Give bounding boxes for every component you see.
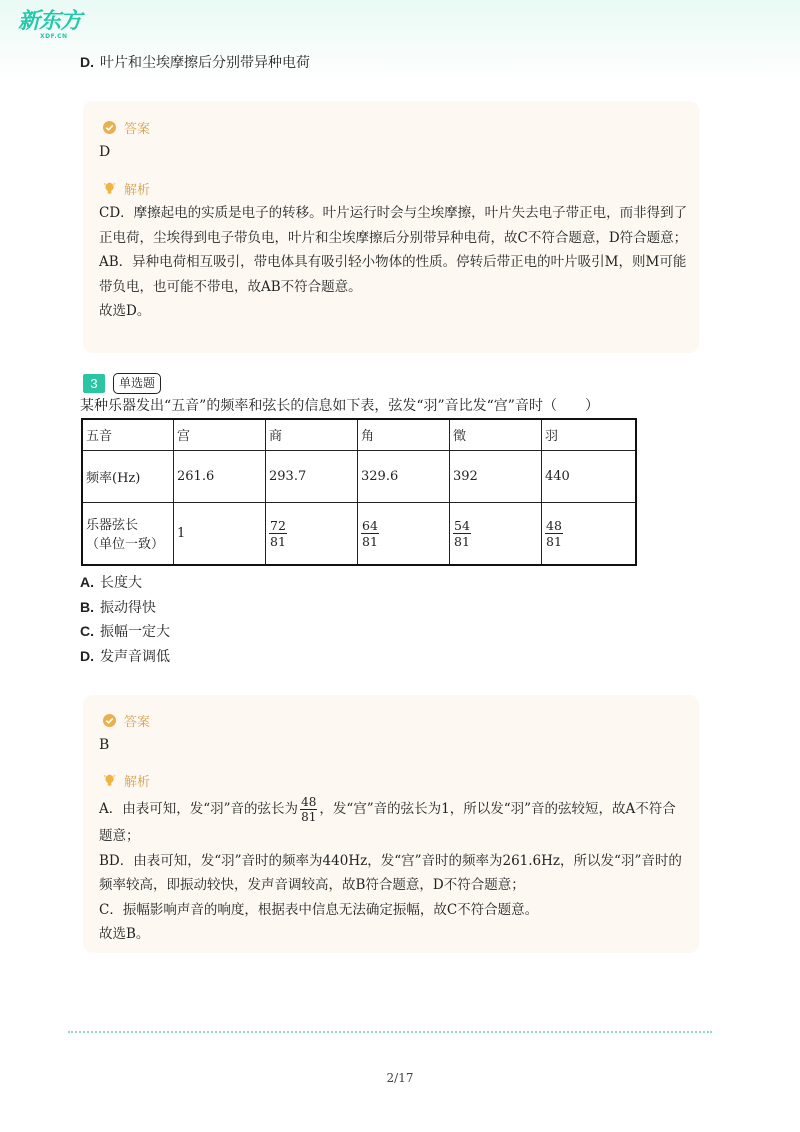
table-cell: 徵 [450, 419, 542, 450]
analysis-tag [103, 771, 150, 790]
check-icon [103, 714, 116, 727]
numerator: 48 [301, 795, 317, 809]
answer-value: B [99, 737, 110, 753]
table-cell: 440 [542, 450, 637, 502]
option-text: 长度大 [100, 575, 142, 591]
option-letter: B. [80, 599, 94, 615]
table-row [82, 419, 636, 450]
xdf-logo [18, 10, 88, 42]
analysis-label: 解析 [124, 775, 151, 790]
answer-label: 答案 [124, 715, 151, 730]
fraction [545, 518, 563, 549]
denominator: 81 [546, 533, 562, 549]
header-band [0, 0, 800, 86]
analysis-line [99, 795, 689, 849]
logo-text: 新东方 [18, 9, 82, 34]
denominator: 81 [454, 533, 470, 549]
table-cell [450, 502, 542, 565]
table-cell: 五音 [82, 419, 174, 450]
table-row [82, 450, 636, 502]
footer-divider [68, 1031, 712, 1033]
analysis-line: C．振幅影响声音的响度，根据表中信息无法确定振幅，故C不符合题意。 [99, 901, 539, 918]
option-letter: C. [80, 623, 94, 639]
table-cell [542, 502, 637, 565]
fraction [269, 518, 287, 549]
table-row [82, 502, 636, 565]
analysis-line: 故选D。 [99, 303, 151, 319]
option-letter: D. [80, 648, 94, 664]
question-stem: 某种乐器发出“五音”的频率和弦长的信息如下表，弦发“羽”音比发“宫”音时（ ） [80, 398, 599, 414]
q3-option-a [80, 572, 142, 593]
denominator: 81 [362, 533, 378, 549]
table-cell: 392 [450, 450, 542, 502]
q3-option-b [80, 597, 156, 618]
answer-tag [103, 711, 150, 730]
option-text: 振动得快 [100, 600, 156, 616]
table-cell [358, 502, 450, 565]
q2-answer-box [83, 101, 699, 353]
q3-option-d [80, 646, 170, 667]
option-letter: A. [80, 574, 94, 590]
analysis-line: BD．由表可知，发“羽”音时的频率为440Hz，发“宫”音时的频率为261.6Hz，所以发“羽”音时的频率较高，即振动较快，发声音调较高，故B符合题意，D不符合题意； [99, 852, 682, 893]
table-cell: 261.6 [174, 450, 266, 502]
analysis-line: AB．异种电荷相互吸引，带电体具有吸引轻小物体的性质。停转后带正电的叶片吸引M，则M可能带负电，也可能不带电，故AB不符合题意。 [99, 254, 687, 295]
q3-option-c [80, 621, 170, 642]
analysis-line: CD．摩擦起电的实质是电子的转移。叶片运行时会与尘埃摩擦，叶片失去电子带正电，而非得到了正电荷，尘埃得到电子带负电，叶片和尘埃摩擦后分别带异种电荷，故C不符合题意，D符合题意； [99, 205, 688, 246]
table-cell [266, 502, 358, 565]
row-label-line: 乐器弦长 [86, 518, 139, 534]
answer-label: 答案 [124, 122, 151, 137]
analysis-line: 故选B。 [99, 926, 150, 942]
lightbulb-icon [103, 774, 116, 787]
analysis-text [99, 201, 689, 324]
table-cell [82, 502, 174, 565]
fraction [361, 518, 379, 549]
answer-value: D [99, 144, 111, 160]
q3-answer-box [83, 695, 699, 953]
tone-table [81, 418, 637, 566]
option-text: 发声音调低 [100, 649, 170, 665]
table-cell: 宫 [174, 419, 266, 450]
denominator: 81 [270, 533, 286, 549]
page-number: 2/17 [386, 1071, 414, 1085]
analysis-segment: A．由表可知，发“羽”音的弦长为 [99, 801, 299, 817]
answer-tag [103, 118, 150, 137]
numerator: 54 [454, 517, 470, 533]
option-text: 叶片和尘埃摩擦后分别带异种电荷 [100, 55, 310, 71]
table-cell: 角 [358, 419, 450, 450]
denominator: 81 [301, 810, 317, 824]
fraction [300, 795, 317, 824]
question-number: 3 [83, 374, 105, 393]
question-type-badge: 单选题 [113, 373, 161, 394]
check-icon [103, 121, 116, 134]
analysis-segment: ，发“宫”音的弦长为1，所以发“羽”音的弦较短，故A不符合题意； [99, 801, 676, 844]
analysis-tag [103, 179, 150, 198]
table-cell: 频率(Hz) [82, 450, 174, 502]
analysis-label: 解析 [124, 183, 151, 198]
row-label-line: （单位一致） [86, 537, 165, 553]
table-cell: 1 [174, 502, 266, 565]
numerator: 48 [546, 517, 562, 533]
table-cell: 329.6 [358, 450, 450, 502]
logo-sub: XDF.CN [40, 33, 68, 40]
numerator: 72 [270, 517, 286, 533]
table-cell: 羽 [542, 419, 637, 450]
q2-option-d [80, 52, 310, 73]
fraction [453, 518, 471, 549]
numerator: 64 [362, 517, 378, 533]
lightbulb-icon [103, 182, 116, 195]
option-text: 振幅一定大 [100, 624, 170, 640]
table-cell: 293.7 [266, 450, 358, 502]
table-cell: 商 [266, 419, 358, 450]
analysis-text [99, 795, 689, 947]
option-letter: D. [80, 54, 94, 70]
